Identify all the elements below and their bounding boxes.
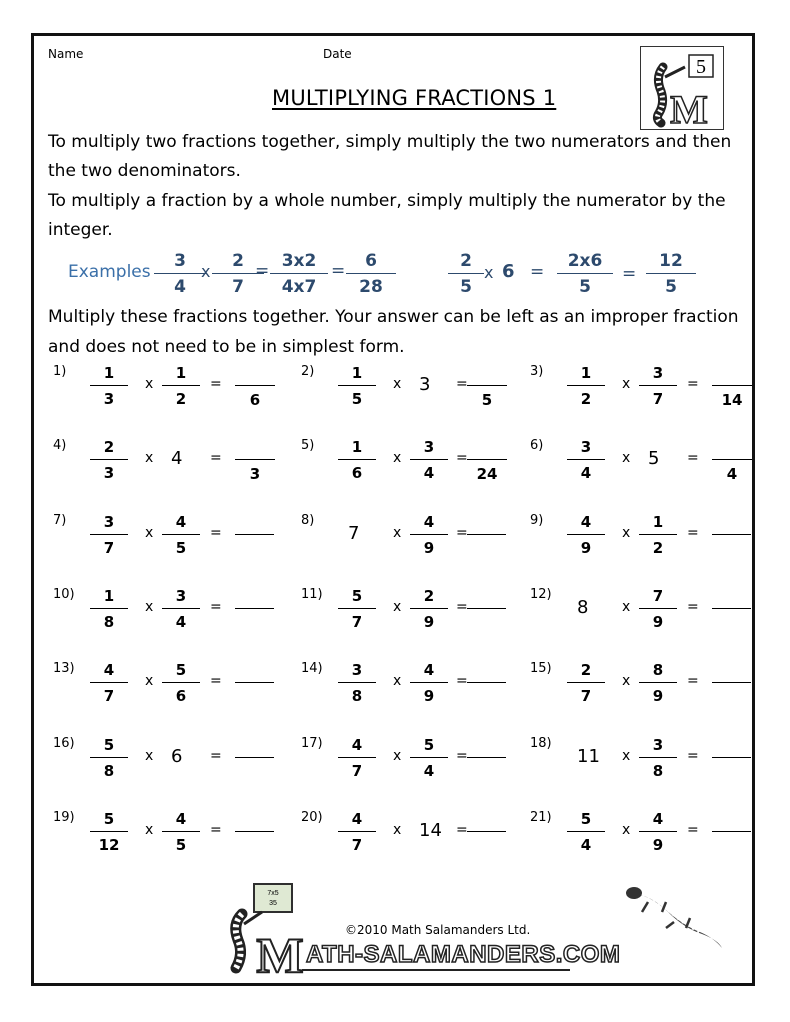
equals-sign: = bbox=[687, 599, 699, 615]
page-title: MULTIPLYING FRACTIONS 1 bbox=[272, 86, 557, 110]
problem-number: 16) bbox=[53, 736, 75, 751]
second-fraction: 4 5 bbox=[162, 808, 200, 856]
equals-sign: = bbox=[456, 376, 468, 392]
example1-equals-1: = bbox=[255, 261, 270, 281]
times-sign: x bbox=[393, 748, 402, 764]
second-whole-number: 6 bbox=[171, 746, 183, 767]
first-fraction: 5 7 bbox=[338, 585, 376, 633]
times-sign: x bbox=[622, 525, 631, 541]
answer-blank bbox=[712, 682, 751, 683]
problem-number: 18) bbox=[530, 736, 552, 751]
second-fraction: 1 2 bbox=[639, 511, 677, 559]
example2-equals-2: = bbox=[622, 264, 637, 284]
second-fraction: 4 5 bbox=[162, 511, 200, 559]
times-sign: x bbox=[145, 376, 154, 392]
times-sign: x bbox=[393, 525, 402, 541]
equals-sign: = bbox=[456, 599, 468, 615]
second-whole-number: 5 bbox=[648, 448, 660, 469]
example2-result: 12 5 bbox=[646, 250, 696, 298]
example1-equals-2: = bbox=[331, 261, 346, 281]
times-sign: x bbox=[145, 450, 154, 466]
times-sign: x bbox=[145, 748, 154, 764]
second-fraction: 3 8 bbox=[639, 734, 677, 782]
answer-blank bbox=[235, 682, 274, 683]
intro-line-4: integer. bbox=[48, 220, 113, 240]
times-sign: x bbox=[145, 673, 154, 689]
answer-blank bbox=[235, 757, 274, 758]
equals-sign: = bbox=[210, 822, 222, 838]
problem-number: 5) bbox=[301, 438, 315, 453]
problem-number: 4) bbox=[53, 438, 67, 453]
copyright-text: ©2010 Math Salamanders Ltd. bbox=[345, 923, 531, 937]
example2-fraction: 2 5 bbox=[448, 250, 484, 298]
first-fraction: 1 3 bbox=[90, 362, 128, 410]
first-fraction: 2 7 bbox=[567, 659, 605, 707]
problem-number: 11) bbox=[301, 587, 323, 602]
second-whole-number: 14 bbox=[419, 820, 442, 841]
times-sign: x bbox=[622, 376, 631, 392]
first-fraction: 1 8 bbox=[90, 585, 128, 633]
equals-sign: = bbox=[210, 748, 222, 764]
answer-blank bbox=[467, 534, 506, 535]
answer-blank bbox=[467, 459, 507, 485]
first-fraction: 3 8 bbox=[338, 659, 376, 707]
examples-label: Examples bbox=[68, 262, 151, 282]
times-sign: x bbox=[145, 525, 154, 541]
example1-fraction-a: 3 4 bbox=[154, 250, 206, 298]
problem-number: 13) bbox=[53, 661, 75, 676]
answer-blank bbox=[712, 385, 752, 411]
problem-number: 15) bbox=[530, 661, 552, 676]
second-whole-number: 4 bbox=[171, 448, 183, 469]
example2-whole: 6 bbox=[502, 261, 515, 282]
salamander-badge-icon bbox=[641, 47, 723, 132]
equals-sign: = bbox=[456, 525, 468, 541]
math-salamanders-logo bbox=[222, 884, 621, 983]
salamander-logo-icon bbox=[222, 884, 621, 983]
second-fraction: 8 9 bbox=[639, 659, 677, 707]
equals-sign: = bbox=[456, 748, 468, 764]
salamander-icon bbox=[618, 880, 728, 970]
first-fraction: 3 7 bbox=[90, 511, 128, 559]
equals-sign: = bbox=[210, 599, 222, 615]
problem-number: 7) bbox=[53, 513, 67, 528]
times-sign: x bbox=[393, 822, 402, 838]
second-fraction: 3 4 bbox=[162, 585, 200, 633]
second-fraction: 1 2 bbox=[162, 362, 200, 410]
problem-number: 8) bbox=[301, 513, 315, 528]
problem-number: 1) bbox=[53, 364, 67, 379]
instructions-line-2: and does not need to be in simplest form. bbox=[48, 337, 405, 357]
badge-grade: 5 bbox=[696, 56, 706, 78]
logo-text: ATH-SALAMANDERS.COM bbox=[306, 941, 621, 968]
second-fraction: 4 9 bbox=[639, 808, 677, 856]
first-fraction: 5 8 bbox=[90, 734, 128, 782]
example1-fraction-b: 2 7 bbox=[212, 250, 264, 298]
logo-board-line-2: 35 bbox=[269, 900, 277, 907]
times-sign: x bbox=[393, 450, 402, 466]
first-fraction: 4 7 bbox=[90, 659, 128, 707]
equals-sign: = bbox=[687, 748, 699, 764]
intro-line-3: To multiply a fraction by a whole number, simply multiply the numerator by the bbox=[48, 191, 726, 211]
second-fraction: 7 9 bbox=[639, 585, 677, 633]
answer-blank bbox=[235, 534, 274, 535]
answer-blank bbox=[467, 682, 506, 683]
answer-blank bbox=[712, 831, 751, 832]
times-sign: x bbox=[622, 673, 631, 689]
first-fraction: 1 2 bbox=[567, 362, 605, 410]
problem-number: 19) bbox=[53, 810, 75, 825]
answer-blank bbox=[467, 831, 506, 832]
salamander-illustration bbox=[618, 880, 728, 970]
answer-denominator: 5 bbox=[481, 391, 493, 409]
intro-line-1: To multiply two fractions together, simply multiply the two numerators and then bbox=[48, 132, 732, 152]
first-whole-number: 11 bbox=[577, 746, 600, 767]
first-fraction: 5 4 bbox=[567, 808, 605, 856]
second-fraction: 5 6 bbox=[162, 659, 200, 707]
first-fraction: 3 4 bbox=[567, 436, 605, 484]
second-fraction: 5 4 bbox=[410, 734, 448, 782]
problem-number: 10) bbox=[53, 587, 75, 602]
answer-denominator: 14 bbox=[721, 391, 743, 409]
answer-blank bbox=[712, 459, 752, 485]
equals-sign: = bbox=[210, 525, 222, 541]
logo-board-line-1: 7x5 bbox=[267, 890, 279, 897]
example2-times: x bbox=[484, 263, 494, 282]
equals-sign: = bbox=[687, 376, 699, 392]
answer-blank bbox=[235, 831, 274, 832]
first-fraction: 1 5 bbox=[338, 362, 376, 410]
grade-badge bbox=[640, 46, 724, 130]
times-sign: x bbox=[622, 450, 631, 466]
times-sign: x bbox=[393, 376, 402, 392]
second-whole-number: 3 bbox=[419, 374, 431, 395]
answer-denominator: 3 bbox=[249, 465, 261, 483]
first-fraction: 2 3 bbox=[90, 436, 128, 484]
second-fraction: 4 9 bbox=[410, 659, 448, 707]
example2-equals-1: = bbox=[530, 262, 545, 282]
problem-number: 21) bbox=[530, 810, 552, 825]
times-sign: x bbox=[145, 822, 154, 838]
equals-sign: = bbox=[456, 673, 468, 689]
answer-blank bbox=[712, 757, 751, 758]
times-sign: x bbox=[622, 822, 631, 838]
example1-times: x bbox=[201, 262, 211, 281]
answer-denominator: 6 bbox=[249, 391, 261, 409]
answer-blank bbox=[712, 534, 751, 535]
example1-result: 6 28 bbox=[346, 250, 396, 298]
second-fraction: 3 7 bbox=[639, 362, 677, 410]
answer-blank bbox=[467, 608, 506, 609]
answer-blank bbox=[467, 385, 507, 411]
equals-sign: = bbox=[687, 822, 699, 838]
instructions-line-1: Multiply these fractions together. Your answer can be left as an improper fraction bbox=[48, 307, 739, 327]
example1-working: 3x2 4x7 bbox=[270, 250, 328, 298]
answer-blank bbox=[712, 608, 751, 609]
problem-number: 2) bbox=[301, 364, 315, 379]
answer-denominator: 4 bbox=[726, 465, 738, 483]
equals-sign: = bbox=[456, 450, 468, 466]
first-fraction: 4 7 bbox=[338, 808, 376, 856]
times-sign: x bbox=[145, 599, 154, 615]
example2-working: 2x6 5 bbox=[557, 250, 613, 298]
problem-number: 14) bbox=[301, 661, 323, 676]
answer-denominator: 24 bbox=[476, 465, 498, 483]
times-sign: x bbox=[622, 599, 631, 615]
equals-sign: = bbox=[687, 525, 699, 541]
problem-number: 9) bbox=[530, 513, 544, 528]
first-fraction: 4 9 bbox=[567, 511, 605, 559]
equals-sign: = bbox=[687, 450, 699, 466]
problem-number: 17) bbox=[301, 736, 323, 751]
date-label: Date bbox=[323, 47, 352, 61]
times-sign: x bbox=[393, 673, 402, 689]
second-fraction: 4 9 bbox=[410, 511, 448, 559]
second-fraction: 2 9 bbox=[410, 585, 448, 633]
answer-blank bbox=[235, 385, 275, 411]
times-sign: x bbox=[393, 599, 402, 615]
equals-sign: = bbox=[456, 822, 468, 838]
second-fraction: 3 4 bbox=[410, 436, 448, 484]
first-fraction: 5 12 bbox=[90, 808, 128, 856]
equals-sign: = bbox=[687, 673, 699, 689]
logo-letter-m: M bbox=[256, 927, 304, 983]
equals-sign: = bbox=[210, 673, 222, 689]
badge-letter: M bbox=[670, 87, 708, 132]
first-fraction: 1 6 bbox=[338, 436, 376, 484]
problem-number: 6) bbox=[530, 438, 544, 453]
first-whole-number: 7 bbox=[348, 523, 360, 544]
intro-line-2: the two denominators. bbox=[48, 161, 241, 181]
name-label: Name bbox=[48, 47, 84, 61]
first-whole-number: 8 bbox=[577, 597, 589, 618]
times-sign: x bbox=[622, 748, 631, 764]
problem-number: 3) bbox=[530, 364, 544, 379]
answer-blank bbox=[235, 459, 275, 485]
answer-blank bbox=[467, 757, 506, 758]
equals-sign: = bbox=[210, 376, 222, 392]
equals-sign: = bbox=[210, 450, 222, 466]
answer-blank bbox=[235, 608, 274, 609]
first-fraction: 4 7 bbox=[338, 734, 376, 782]
problem-number: 20) bbox=[301, 810, 323, 825]
problem-number: 12) bbox=[530, 587, 552, 602]
